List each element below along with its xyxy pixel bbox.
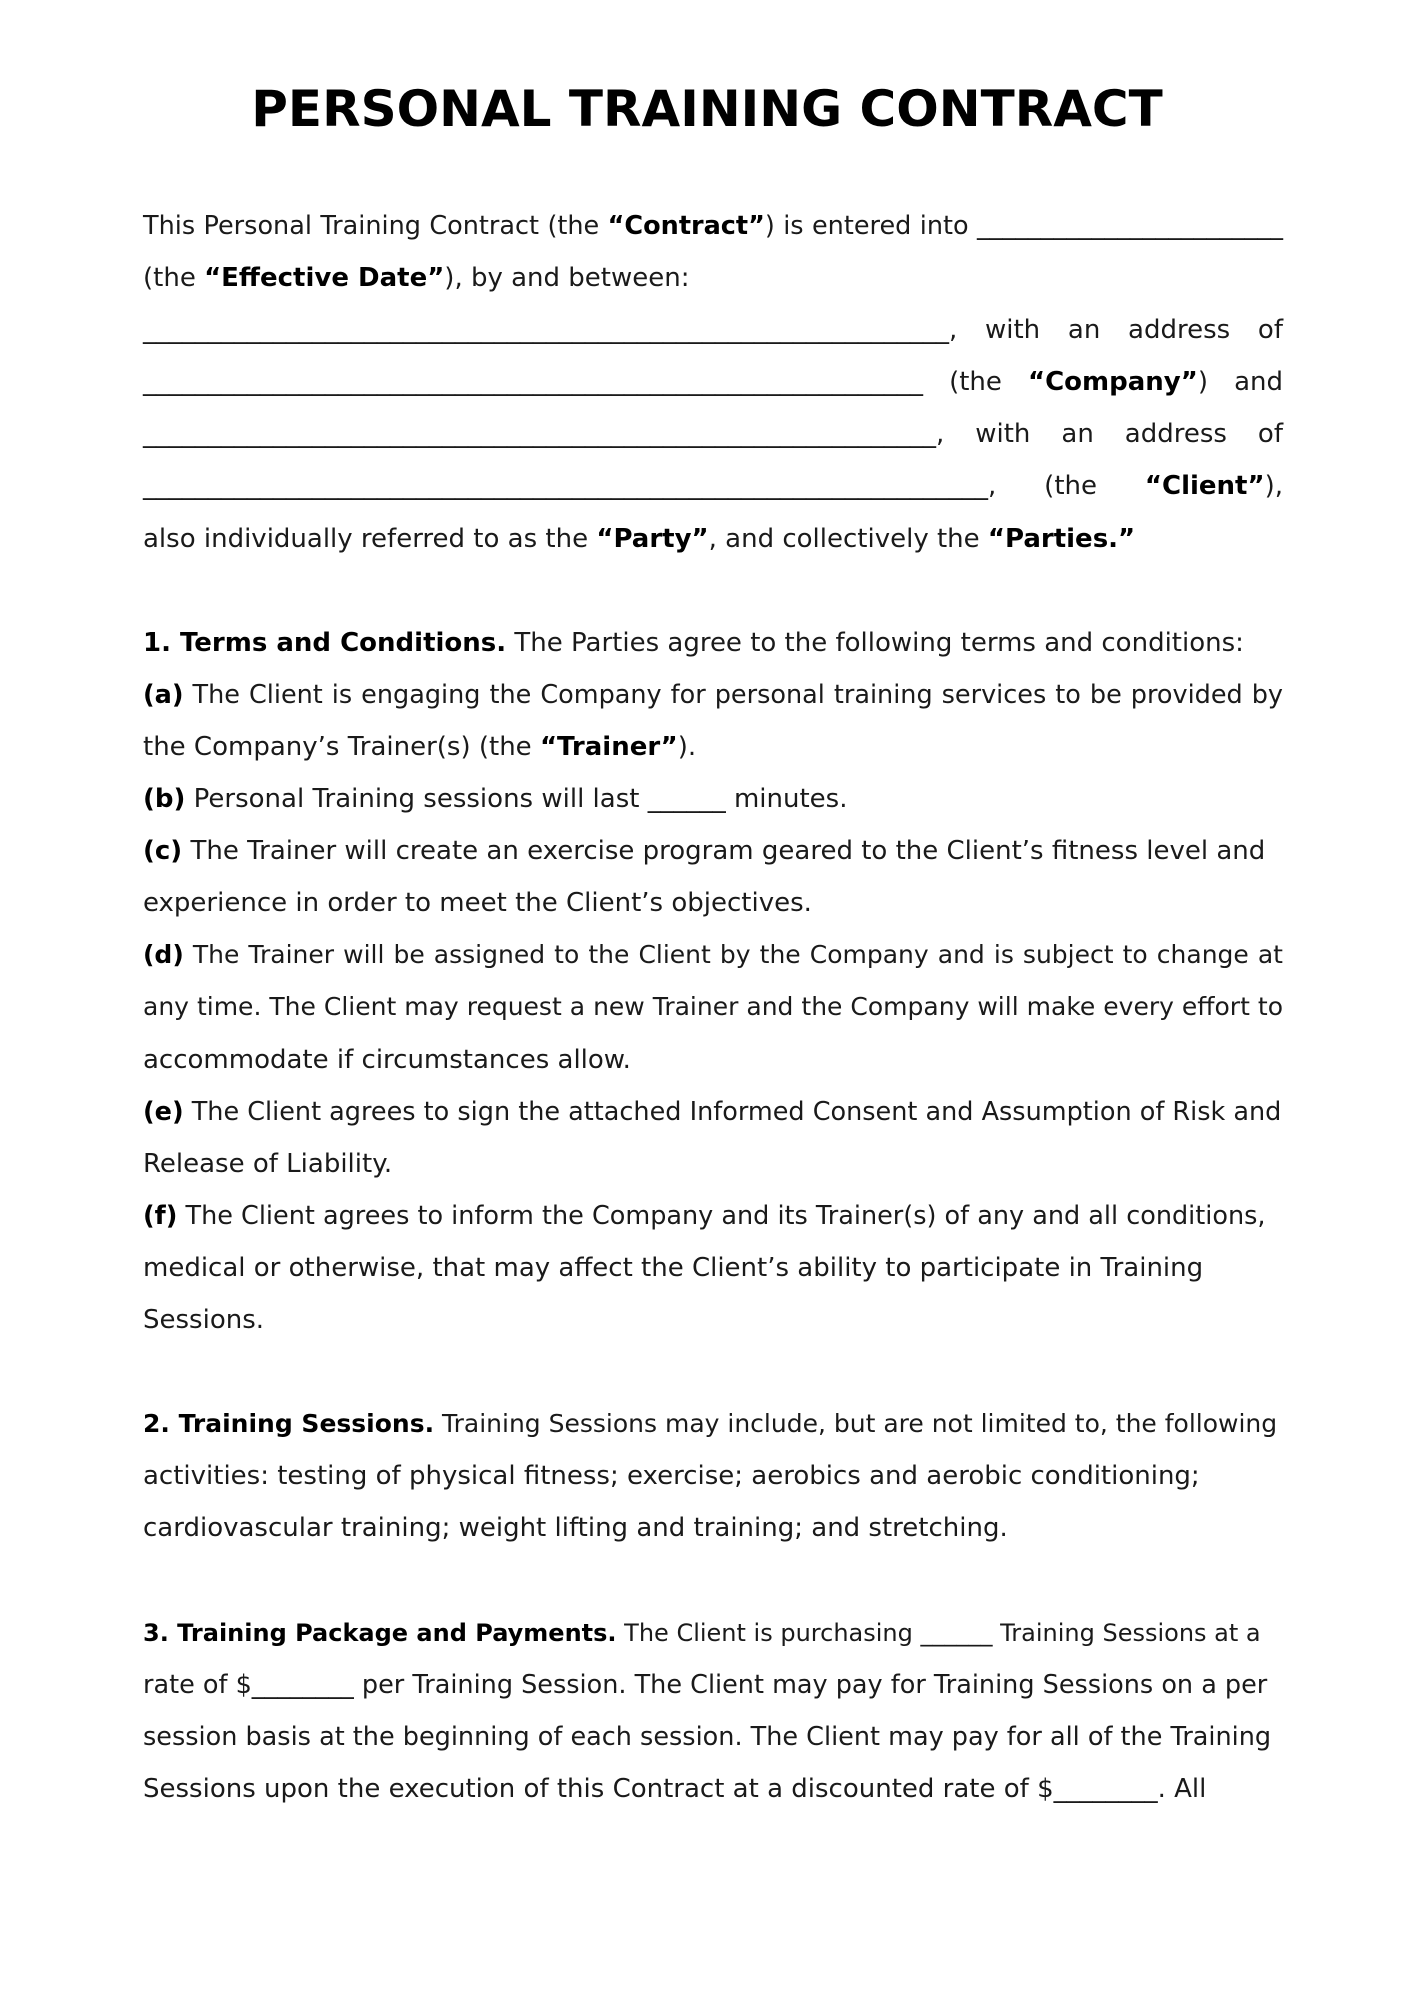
section-2-line-3: cardiovascular training; weight lifting and training; and stretching. — [143, 1513, 1008, 1544]
section-3-line-1: 3. Training Package and Payments. The Client is purchasing ______ Training Sessions at a — [143, 1618, 1261, 1647]
company-name-line: ______________________________________________________________, with an address of — [143, 315, 1283, 346]
clause-1c-line-2: experience in order to meet the Client’s objectives. — [143, 888, 812, 919]
section-3-line-3: session basis at the beginning of each session. The Client may pay for all of the Training — [143, 1721, 1272, 1752]
clause-1a-line-1: (a) The Client is engaging the Company for personal training services to be provided by — [143, 679, 1283, 710]
intro-line-1: This Personal Training Contract (the “Contract”) is entered into ________________________ — [143, 211, 1283, 241]
clause-1e-line-2: Release of Liability. — [143, 1148, 393, 1179]
document-title: PERSONAL TRAINING CONTRACT — [251, 80, 1163, 138]
clause-1e-line-1: (e) The Client agrees to sign the attached Informed Consent and Assumption of Risk and — [143, 1096, 1282, 1127]
intro-line-2: (the “Effective Date”), by and between: — [143, 263, 690, 294]
section-3-line-4: Sessions upon the execution of this Contract at a discounted rate of $________. All — [143, 1773, 1207, 1804]
clause-1f-line-2: medical or otherwise, that may affect the Client’s ability to participate in Training — [143, 1252, 1204, 1283]
section-2-line-2: activities: testing of physical fitness; exercise; aerobics and aerobic conditioning; — [143, 1461, 1200, 1492]
clause-1c-line-1: (c) The Trainer will create an exercise program geared to the Client’s fitness level and — [143, 836, 1266, 867]
parties-definition-line: also individually referred to as the “Party”, and collectively the “Parties.” — [143, 523, 1136, 554]
client-address-line: _________________________________________________________________, (the “Client”), — [143, 471, 1283, 502]
clause-1f-line-1: (f) The Client agrees to inform the Company and its Trainer(s) of any and all conditions, — [143, 1200, 1266, 1231]
section-1-heading: 1. Terms and Conditions. The Parties agree to the following terms and conditions: — [143, 627, 1244, 658]
clause-1b-line-1: (b) Personal Training sessions will last ______ minutes. — [143, 784, 848, 815]
company-address-line: ____________________________________________________________ (the “Company”) and — [143, 367, 1284, 398]
section-2-line-1: 2. Training Sessions. Training Sessions may include, but are not limited to, the following — [143, 1409, 1278, 1439]
client-name-line: _____________________________________________________________, with an address of — [143, 419, 1283, 450]
section-3-line-2: rate of $________ per Training Session. The Client may pay for Training Sessions on a per — [143, 1669, 1268, 1700]
clause-1d-line-3: accommodate if circumstances allow. — [143, 1044, 631, 1075]
clause-1d-line-1: (d) The Trainer will be assigned to the Client by the Company and is subject to change at — [143, 940, 1283, 970]
clause-1f-line-3: Sessions. — [143, 1304, 265, 1335]
contract-body — [143, 200, 1283, 1815]
clause-1a-line-2: the Company’s Trainer(s) (the “Trainer”). — [143, 731, 697, 762]
clause-1d-line-2: any time. The Client may request a new Trainer and the Company will make every effort to — [143, 992, 1283, 1022]
